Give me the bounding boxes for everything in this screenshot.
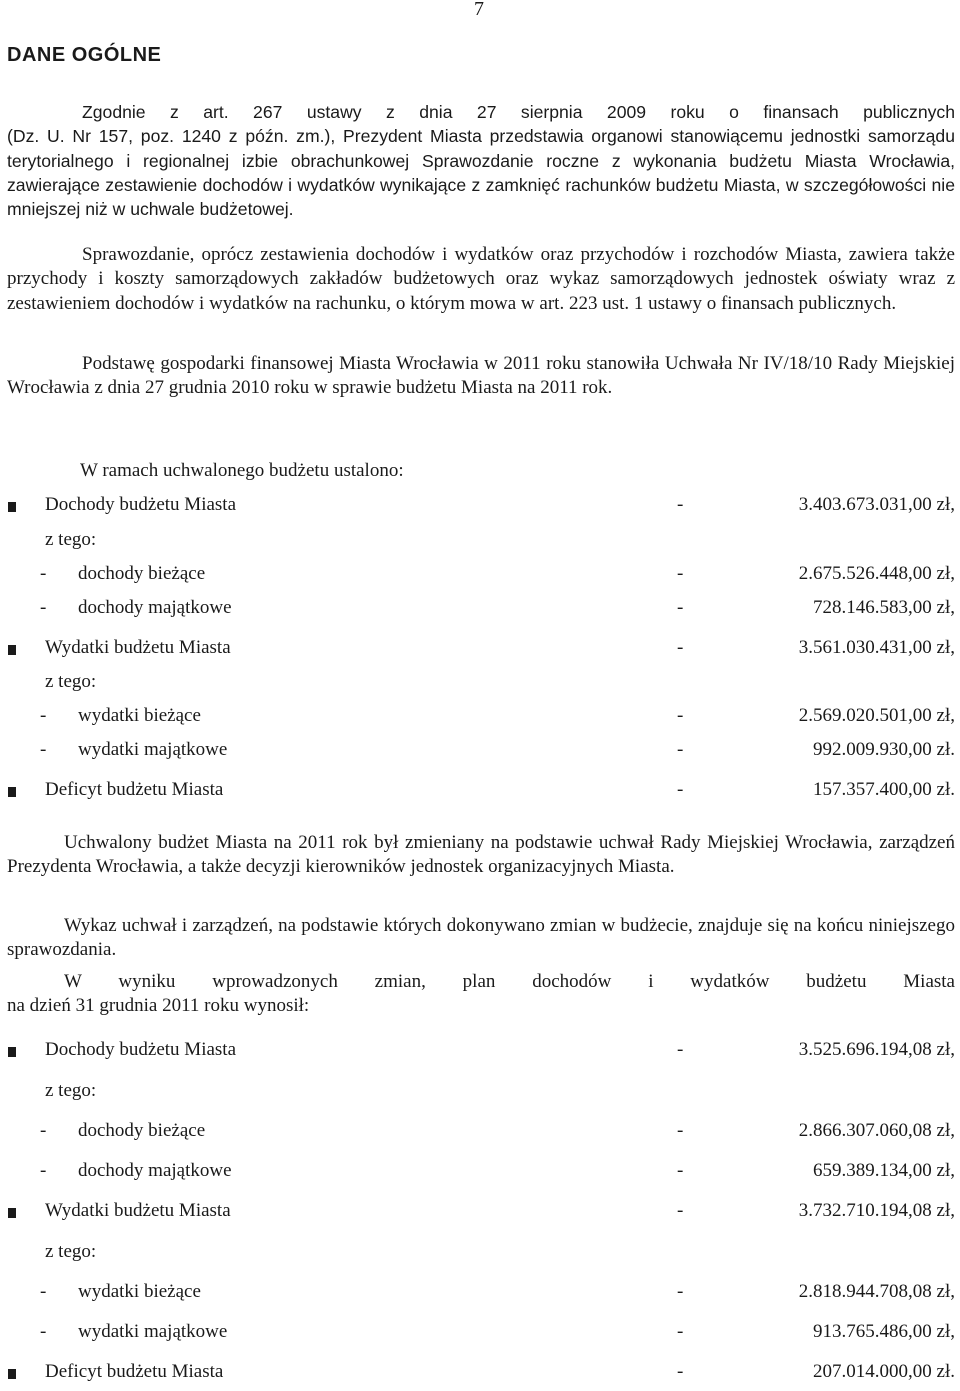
row-label: wydatki bieżące bbox=[78, 705, 201, 726]
paragraph-resolutions-list: Wykaz uchwał i zarządzeń, na podstawie których dokonywano zmian w budżecie, znajduje się na końcu niniejszego sprawozdania. bbox=[7, 915, 955, 961]
ztego-label: z tego: bbox=[45, 671, 97, 692]
final-expense-current-row bbox=[0, 1281, 960, 1311]
row-amount: 157.357.400,00 zł. bbox=[813, 779, 955, 800]
initial-expense-current-row bbox=[0, 705, 960, 735]
row-label: Deficyt budżetu Miasta bbox=[45, 779, 224, 800]
row-amount: 3.732.710.194,08 zł, bbox=[798, 1200, 955, 1221]
row-amount: 992.009.930,00 zł. bbox=[813, 739, 955, 760]
row-separator: - bbox=[677, 1321, 684, 1342]
row-separator: - bbox=[677, 779, 684, 800]
final-expense-total-row bbox=[0, 1200, 960, 1230]
row-dash: - bbox=[40, 597, 47, 618]
row-amount: 3.561.030.431,00 zł, bbox=[798, 637, 955, 658]
row-amount: 2.818.944.708,08 zł, bbox=[798, 1281, 955, 1302]
final-expense-capital-row bbox=[0, 1321, 960, 1351]
row-separator: - bbox=[677, 1160, 684, 1181]
initial-expense-capital-row bbox=[0, 739, 960, 769]
row-separator: - bbox=[677, 1039, 684, 1060]
paragraph-legal-basis bbox=[7, 100, 955, 221]
row-separator: - bbox=[677, 494, 684, 515]
ztego-label: z tego: bbox=[45, 529, 97, 550]
initial-revenue-current-row bbox=[0, 563, 960, 593]
row-label: dochody majątkowe bbox=[78, 597, 232, 618]
bullet-icon bbox=[8, 1208, 16, 1218]
row-label: Wydatki budżetu Miasta bbox=[45, 1200, 231, 1221]
paragraph-report-contents: Sprawozdanie, oprócz zestawienia dochodów i wydatków oraz przychodów i rozchodów Miasta, zawiera także przychody i koszty samorządowych zakładów budżetowych oraz wykaz samorządowych jednostek oświaty wraz z zestawieniem dochodów i wydatków na rachunku, o którym mowa w art. 223 ust. 1 ustawy o finansach publicznych. bbox=[7, 244, 955, 314]
bullet-icon bbox=[8, 787, 16, 797]
ztego-label: z tego: bbox=[45, 1080, 97, 1101]
bullet-icon bbox=[8, 1369, 16, 1379]
row-amount: 2.569.020.501,00 zł, bbox=[798, 705, 955, 726]
paragraph-budget-changes: Uchwalony budżet Miasta na 2011 rok był zmieniany na podstawie uchwał Rady Miejskiej Wrocławia, zarządzeń Prezydenta Wrocławia, a także decyzji kierowników jednostek organizacyjnych Miasta. bbox=[7, 832, 955, 878]
paragraph-plan-summary bbox=[7, 970, 955, 1019]
row-amount: 728.146.583,00 zł, bbox=[813, 597, 955, 618]
row-label: wydatki bieżące bbox=[78, 1281, 201, 1302]
row-separator: - bbox=[677, 1281, 684, 1302]
row-separator: - bbox=[677, 637, 684, 658]
row-separator: - bbox=[677, 1200, 684, 1221]
paragraph-plan-summary-line2: na dzień 31 grudnia 2011 roku wynosił: bbox=[7, 995, 310, 1017]
initial-revenue-capital-row bbox=[0, 597, 960, 627]
row-separator: - bbox=[677, 1361, 684, 1382]
row-amount: 913.765.486,00 zł, bbox=[813, 1321, 955, 1342]
budget-intro: W ramach uchwalonego budżetu ustalono: bbox=[80, 460, 404, 481]
initial-expense-total-row bbox=[0, 637, 960, 667]
row-label: wydatki majątkowe bbox=[78, 1321, 228, 1342]
row-amount: 3.403.673.031,00 zł, bbox=[798, 494, 955, 515]
row-label: Dochody budżetu Miasta bbox=[45, 1039, 237, 1060]
row-label: dochody bieżące bbox=[78, 1120, 206, 1141]
row-dash: - bbox=[40, 739, 47, 760]
initial-revenue-total-row bbox=[0, 494, 960, 524]
row-dash: - bbox=[40, 1160, 47, 1181]
row-amount: 3.525.696.194,08 zł, bbox=[798, 1039, 955, 1060]
row-dash: - bbox=[40, 705, 47, 726]
paragraph-legal-basis-line1: Zgodnie z art. 267 ustawy z dnia 27 sierpnia 2009 roku o finansach publicznych bbox=[82, 102, 955, 122]
row-dash: - bbox=[40, 1321, 47, 1342]
page-number: 7 bbox=[474, 0, 484, 20]
section-title: DANE OGÓLNE bbox=[7, 44, 162, 66]
paragraph-plan-summary-line1: W wyniku wprowadzonych zmian, plan dochodów i wydatków budżetu Miasta bbox=[64, 971, 955, 992]
row-amount: 207.014.000,00 zł. bbox=[813, 1361, 955, 1382]
row-label: wydatki majątkowe bbox=[78, 739, 228, 760]
final-revenue-current-row bbox=[0, 1120, 960, 1150]
row-amount: 659.389.134,00 zł, bbox=[813, 1160, 955, 1181]
row-label: dochody bieżące bbox=[78, 563, 206, 584]
row-label: Dochody budżetu Miasta bbox=[45, 494, 237, 515]
row-amount: 2.675.526.448,00 zł, bbox=[798, 563, 955, 584]
row-separator: - bbox=[677, 739, 684, 760]
final-revenue-total-row bbox=[0, 1039, 960, 1069]
row-amount: 2.866.307.060,08 zł, bbox=[798, 1120, 955, 1141]
row-label: Deficyt budżetu Miasta bbox=[45, 1361, 224, 1382]
paragraph-legal-basis-rest: (Dz. U. Nr 157, poz. 1240 z późn. zm.), Prezydent Miasta przedstawia organowi stanowiącemu jednostki samorządu terytorialnego i regionalnej izbie obrachunkowej Sprawozdanie roczne z wykonania budżetu Miasta Wrocławia, zawierające zestawienie dochodów i wydatków wynikające z zamknięć rachunków budżetu Miasta, w szczegółowości nie mniejszej niż w uchwale budżetowej. bbox=[7, 126, 955, 220]
row-label: dochody majątkowe bbox=[78, 1160, 232, 1181]
bullet-icon bbox=[8, 502, 16, 512]
row-separator: - bbox=[677, 705, 684, 726]
row-dash: - bbox=[40, 1120, 47, 1141]
bullet-icon bbox=[8, 1047, 16, 1057]
row-dash: - bbox=[40, 563, 47, 584]
paragraph-budget-resolution: Podstawę gospodarki finansowej Miasta Wrocławia w 2011 roku stanowiła Uchwała Nr IV/18/10 Rady Miejskiej Wrocławia z dnia 27 grudnia 2010 roku w sprawie budżetu Miasta na 2011 rok. bbox=[7, 353, 955, 399]
initial-deficit-row bbox=[0, 779, 960, 809]
bullet-icon bbox=[8, 645, 16, 655]
ztego-label: z tego: bbox=[45, 1241, 97, 1262]
row-separator: - bbox=[677, 1120, 684, 1141]
row-separator: - bbox=[677, 563, 684, 584]
row-dash: - bbox=[40, 1281, 47, 1302]
row-separator: - bbox=[677, 597, 684, 618]
row-label: Wydatki budżetu Miasta bbox=[45, 637, 231, 658]
final-revenue-capital-row bbox=[0, 1160, 960, 1190]
